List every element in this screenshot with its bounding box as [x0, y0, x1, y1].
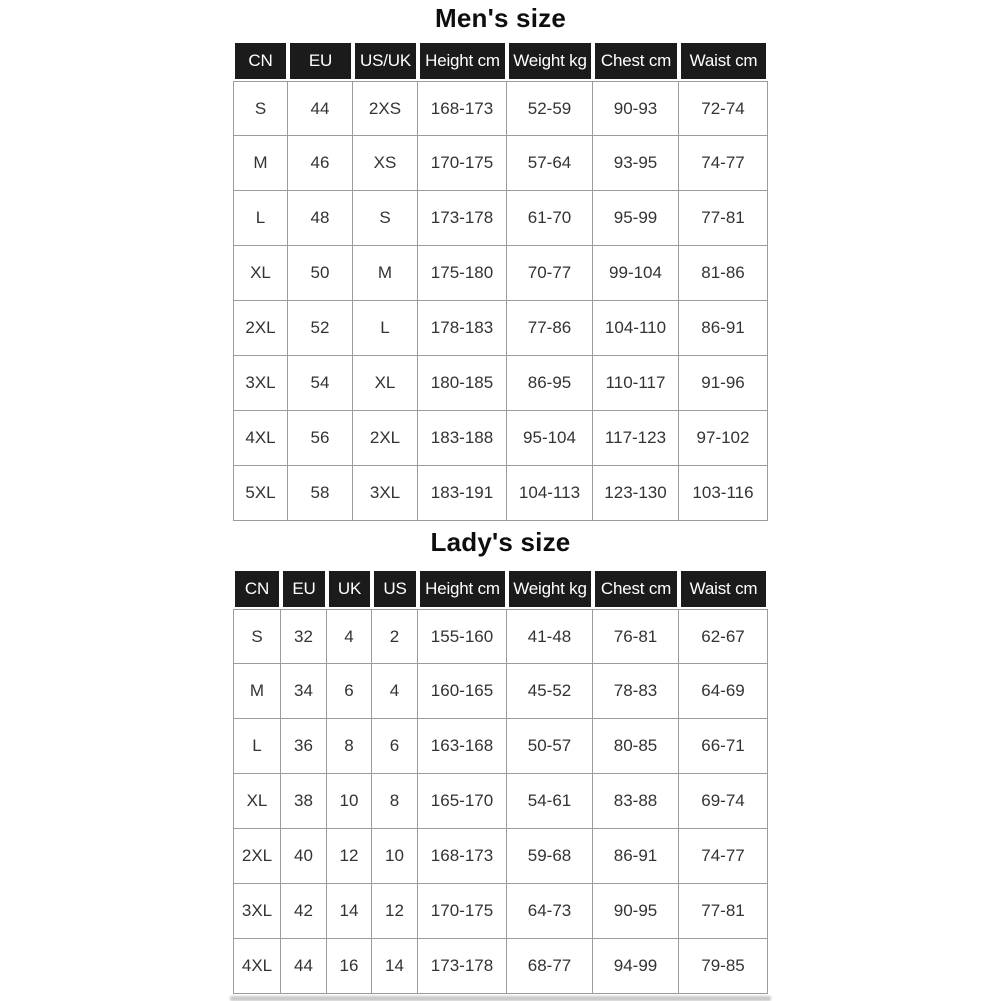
mens-size-title: Men's size	[434, 3, 566, 33]
size-cell: 41-48	[507, 609, 593, 664]
size-cell: 46	[288, 136, 353, 191]
size-cell: M	[233, 664, 281, 719]
table-row	[233, 609, 768, 664]
size-cell: 74-77	[679, 136, 768, 191]
size-cell: 36	[281, 719, 327, 774]
size-cell: M	[353, 246, 418, 301]
table-row	[233, 301, 768, 356]
size-cell: 68-77	[507, 939, 593, 994]
size-cell: 80-85	[593, 719, 679, 774]
size-cell: 3XL	[233, 356, 288, 411]
size-cell: 86-91	[593, 829, 679, 884]
size-cell: XS	[353, 136, 418, 191]
column-header: US/UK	[353, 41, 418, 81]
column-header: Height cm	[418, 41, 507, 81]
size-cell: 44	[281, 939, 327, 994]
header-row	[233, 569, 768, 609]
size-cell: 38	[281, 774, 327, 829]
size-cell: 103-116	[679, 466, 768, 521]
size-cell: 50	[288, 246, 353, 301]
size-cell: 175-180	[418, 246, 507, 301]
table-row	[233, 411, 768, 466]
size-cell: L	[233, 719, 281, 774]
size-cell: 170-175	[418, 136, 507, 191]
size-cell: 10	[372, 829, 418, 884]
size-cell: 163-168	[418, 719, 507, 774]
size-cell: S	[233, 609, 281, 664]
size-cell: 61-70	[507, 191, 593, 246]
size-cell: 8	[327, 719, 372, 774]
mens-size-table	[233, 41, 768, 521]
size-cell: 32	[281, 609, 327, 664]
column-header: Height cm	[418, 569, 507, 609]
size-cell: 4	[327, 609, 372, 664]
table-row	[233, 664, 768, 719]
size-cell: XL	[233, 774, 281, 829]
table-row	[233, 829, 768, 884]
table-row	[233, 719, 768, 774]
ladys-size-table	[233, 569, 768, 994]
size-cell: 52	[288, 301, 353, 356]
column-header: CN	[233, 569, 281, 609]
column-header: US	[372, 569, 418, 609]
size-cell: 168-173	[418, 81, 507, 136]
header-row	[233, 41, 768, 81]
size-cell: 99-104	[593, 246, 679, 301]
size-cell: 123-130	[593, 466, 679, 521]
size-cell: 57-64	[507, 136, 593, 191]
column-header: CN	[233, 41, 288, 81]
size-cell: 4XL	[233, 411, 288, 466]
size-cell: 5XL	[233, 466, 288, 521]
size-cell: L	[233, 191, 288, 246]
column-header: Waist cm	[679, 41, 768, 81]
size-cell: 160-165	[418, 664, 507, 719]
size-cell: 70-77	[507, 246, 593, 301]
size-cell: 52-59	[507, 81, 593, 136]
size-cell: 173-178	[418, 191, 507, 246]
size-cell: 180-185	[418, 356, 507, 411]
size-cell: 104-113	[507, 466, 593, 521]
size-cell: 178-183	[418, 301, 507, 356]
column-header: EU	[281, 569, 327, 609]
size-cell: 90-93	[593, 81, 679, 136]
size-cell: 77-81	[679, 191, 768, 246]
size-cell: 173-178	[418, 939, 507, 994]
column-header: Weight kg	[507, 569, 593, 609]
size-cell: 3XL	[233, 884, 281, 939]
table-row	[233, 191, 768, 246]
size-cell: 4XL	[233, 939, 281, 994]
size-cell: 90-95	[593, 884, 679, 939]
size-cell: 95-104	[507, 411, 593, 466]
size-cell: 183-191	[418, 466, 507, 521]
size-cell: 44	[288, 81, 353, 136]
size-cell: 66-71	[679, 719, 768, 774]
size-cell: S	[233, 81, 288, 136]
size-cell: 79-85	[679, 939, 768, 994]
size-cell: 110-117	[593, 356, 679, 411]
size-cell: 91-96	[679, 356, 768, 411]
size-cell: S	[353, 191, 418, 246]
size-cell: 81-86	[679, 246, 768, 301]
size-cell: 40	[281, 829, 327, 884]
size-cell: 94-99	[593, 939, 679, 994]
size-cell: M	[233, 136, 288, 191]
size-cell: 76-81	[593, 609, 679, 664]
table-row	[233, 884, 768, 939]
size-cell: 62-67	[679, 609, 768, 664]
size-cell: 117-123	[593, 411, 679, 466]
size-cell: 64-69	[679, 664, 768, 719]
table-row	[233, 466, 768, 521]
size-cell: 168-173	[418, 829, 507, 884]
size-cell: 12	[327, 829, 372, 884]
size-cell: 14	[372, 939, 418, 994]
size-cell: 6	[327, 664, 372, 719]
size-cell: L	[353, 301, 418, 356]
table-row	[233, 939, 768, 994]
size-cell: 2XL	[233, 829, 281, 884]
size-cell: 14	[327, 884, 372, 939]
ladys-size-title: Lady's size	[430, 527, 571, 557]
column-header: Waist cm	[679, 569, 768, 609]
column-header: UK	[327, 569, 372, 609]
size-cell: 50-57	[507, 719, 593, 774]
size-cell: 48	[288, 191, 353, 246]
size-cell: 97-102	[679, 411, 768, 466]
size-cell: 42	[281, 884, 327, 939]
size-cell: 78-83	[593, 664, 679, 719]
size-cell: 155-160	[418, 609, 507, 664]
table-row	[233, 774, 768, 829]
size-cell: 69-74	[679, 774, 768, 829]
size-cell: XL	[353, 356, 418, 411]
column-header: Chest cm	[593, 569, 679, 609]
size-cell: 3XL	[353, 466, 418, 521]
size-cell: 2XS	[353, 81, 418, 136]
size-cell: 86-91	[679, 301, 768, 356]
size-cell: 59-68	[507, 829, 593, 884]
table-row	[233, 356, 768, 411]
size-cell: 77-81	[679, 884, 768, 939]
size-cell: 165-170	[418, 774, 507, 829]
size-cell: 93-95	[593, 136, 679, 191]
ladys-size-section	[0, 527, 1001, 994]
size-cell: 2XL	[353, 411, 418, 466]
size-cell: 86-95	[507, 356, 593, 411]
column-header: Weight kg	[507, 41, 593, 81]
size-cell: 183-188	[418, 411, 507, 466]
size-cell: 95-99	[593, 191, 679, 246]
size-cell: 34	[281, 664, 327, 719]
size-cell: 8	[372, 774, 418, 829]
size-cell: 77-86	[507, 301, 593, 356]
size-cell: XL	[233, 246, 288, 301]
size-cell: 64-73	[507, 884, 593, 939]
size-cell: 2	[372, 609, 418, 664]
table-row	[233, 246, 768, 301]
cropped-next-table-edge	[230, 996, 771, 1001]
size-cell: 12	[372, 884, 418, 939]
size-cell: 54	[288, 356, 353, 411]
column-header: EU	[288, 41, 353, 81]
size-cell: 54-61	[507, 774, 593, 829]
size-cell: 16	[327, 939, 372, 994]
size-cell: 10	[327, 774, 372, 829]
size-cell: 56	[288, 411, 353, 466]
column-header: Chest cm	[593, 41, 679, 81]
size-cell: 45-52	[507, 664, 593, 719]
size-cell: 6	[372, 719, 418, 774]
table-row	[233, 136, 768, 191]
size-cell: 83-88	[593, 774, 679, 829]
size-cell: 4	[372, 664, 418, 719]
table-row	[233, 81, 768, 136]
size-cell: 72-74	[679, 81, 768, 136]
size-cell: 2XL	[233, 301, 288, 356]
size-cell: 170-175	[418, 884, 507, 939]
size-cell: 104-110	[593, 301, 679, 356]
size-cell: 58	[288, 466, 353, 521]
size-cell: 74-77	[679, 829, 768, 884]
